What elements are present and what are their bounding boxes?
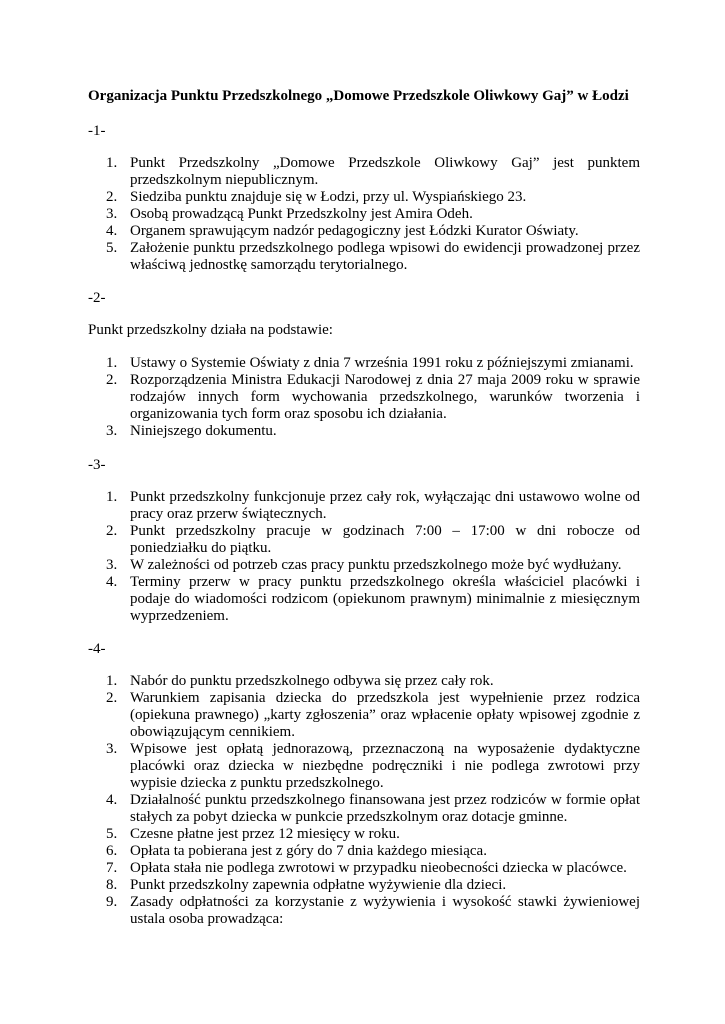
- list-item-text: Warunkiem zapisania dziecka do przedszkola jest wypełnienie przez rodzica (opiekuna prawnego) „karty zgłoszenia” oraz wpłacenie opłaty wpisowej zgodnie z obowiązującym cennikiem.: [130, 690, 640, 740]
- list-item-text: Punkt Przedszkolny „Domowe Przedszkole Oliwkowy Gaj” jest punktem przedszkolnym niepublicznym.: [130, 155, 640, 188]
- list-item-number: 7.: [106, 860, 118, 876]
- section-1-list: [88, 155, 640, 274]
- list-item: [88, 523, 640, 557]
- section-2-list: [88, 355, 640, 440]
- list-item-text: Niniejszego dokumentu.: [130, 423, 277, 439]
- list-item: [88, 355, 640, 372]
- list-item-number: 2.: [106, 372, 118, 388]
- list-item: [88, 189, 640, 206]
- list-item: [88, 792, 640, 826]
- list-item-text: Osobą prowadzącą Punkt Przedszkolny jest Amira Odeh.: [130, 206, 473, 222]
- section-3-list: [88, 489, 640, 625]
- list-item-text: Założenie punktu przedszkolnego podlega wpisowi do ewidencji prowadzonej przez właściwą jednostkę samorządu terytorialnego.: [130, 240, 640, 273]
- list-item-number: 1.: [106, 673, 118, 689]
- list-item-text: Ustawy o Systemie Oświaty z dnia 7 września 1991 roku z późniejszymi zmianami.: [130, 355, 634, 371]
- list-item-number: 1.: [106, 355, 118, 371]
- list-item: [88, 423, 640, 440]
- list-item-number: 3.: [106, 423, 118, 439]
- list-item-number: 5.: [106, 826, 118, 842]
- list-item-text: Punkt przedszkolny pracuje w godzinach 7:00 – 17:00 w dni robocze od poniedziałku do piątku.: [130, 523, 640, 556]
- section-4-number: -4-: [88, 641, 106, 657]
- list-item: [88, 155, 640, 189]
- list-item: [88, 877, 640, 894]
- section-2-intro: Punkt przedszkolny działa na podstawie:: [88, 322, 333, 338]
- list-item: [88, 741, 640, 792]
- section-3-number: -3-: [88, 457, 106, 473]
- list-item-number: 5.: [106, 240, 118, 256]
- section-1-number: -1-: [88, 123, 106, 139]
- list-item: [88, 557, 640, 574]
- list-item-text: Wpisowe jest opłatą jednorazową, przeznaczoną na wyposażenie dydaktyczne placówki oraz dziecka w niezbędne podręczniki i nie podlega zwrotowi przy wypisie dziecka z punktu przedszkolnego.: [130, 741, 640, 791]
- list-item-number: 9.: [106, 894, 118, 910]
- list-item-text: Punkt przedszkolny zapewnia odpłatne wyżywienie dla dzieci.: [130, 877, 507, 893]
- list-item: [88, 574, 640, 625]
- list-item-number: 4.: [106, 574, 118, 590]
- list-item-number: 3.: [106, 557, 118, 573]
- list-item-number: 1.: [106, 489, 118, 505]
- list-item: [88, 372, 640, 423]
- section-2-number: -2-: [88, 290, 106, 306]
- list-item-text: Nabór do punktu przedszkolnego odbywa się przez cały rok.: [130, 673, 494, 689]
- list-item: [88, 240, 640, 274]
- list-item-text: Czesne płatne jest przez 12 miesięcy w roku.: [130, 826, 400, 842]
- list-item: [88, 843, 640, 860]
- list-item: [88, 690, 640, 741]
- list-item: [88, 206, 640, 223]
- section-4-list: [88, 673, 640, 928]
- list-item-number: 3.: [106, 741, 118, 757]
- list-item-text: Organem sprawującym nadzór pedagogiczny jest Łódzki Kurator Oświaty.: [130, 223, 579, 239]
- list-item-text: Siedziba punktu znajduje się w Łodzi, przy ul. Wyspiańskiego 23.: [130, 189, 527, 205]
- list-item: [88, 673, 640, 690]
- list-item-number: 3.: [106, 206, 118, 222]
- list-item-text: Działalność punktu przedszkolnego finansowana jest przez rodziców w formie opłat stałych za pobyt dziecka w punkcie przedszkolnym oraz dotacje gminne.: [130, 792, 640, 825]
- document-title: Organizacja Punktu Przedszkolnego „Domowe Przedszkole Oliwkowy Gaj” w Łodzi: [88, 88, 629, 104]
- list-item-number: 2.: [106, 690, 118, 706]
- list-item-text: Opłata ta pobierana jest z góry do 7 dnia każdego miesiąca.: [130, 843, 487, 859]
- list-item-number: 2.: [106, 523, 118, 539]
- list-item: [88, 894, 640, 928]
- list-item-number: 1.: [106, 155, 118, 171]
- list-item-text: W zależności od potrzeb czas pracy punktu przedszkolnego może być wydłużany.: [130, 557, 622, 573]
- list-item-text: Zasady odpłatności za korzystanie z wyżywienia i wysokość stawki żywieniowej ustala osoba prowadząca:: [130, 894, 640, 927]
- list-item: [88, 826, 640, 843]
- list-item-number: 6.: [106, 843, 118, 859]
- list-item-text: Punkt przedszkolny funkcjonuje przez cały rok, wyłączając dni ustawowo wolne od pracy oraz przerw świątecznych.: [130, 489, 640, 522]
- list-item-number: 8.: [106, 877, 118, 893]
- list-item: [88, 489, 640, 523]
- list-item-number: 4.: [106, 223, 118, 239]
- list-item-text: Rozporządzenia Ministra Edukacji Narodowej z dnia 27 maja 2009 roku w sprawie rodzajów innych form wychowania przedszkolnego, warunków tworzenia i organizowania tych form oraz sposobu ich działania.: [130, 372, 640, 422]
- list-item-text: Terminy przerw w pracy punktu przedszkolnego określa właściciel placówki i podaje do wiadomości rodzicom (opiekunom prawnym) minimalnie z miesięcznym wyprzedzeniem.: [130, 574, 640, 624]
- list-item-number: 2.: [106, 189, 118, 205]
- list-item-number: 4.: [106, 792, 118, 808]
- list-item: [88, 860, 640, 877]
- list-item-text: Opłata stała nie podlega zwrotowi w przypadku nieobecności dziecka w placówce.: [130, 860, 627, 876]
- list-item: [88, 223, 640, 240]
